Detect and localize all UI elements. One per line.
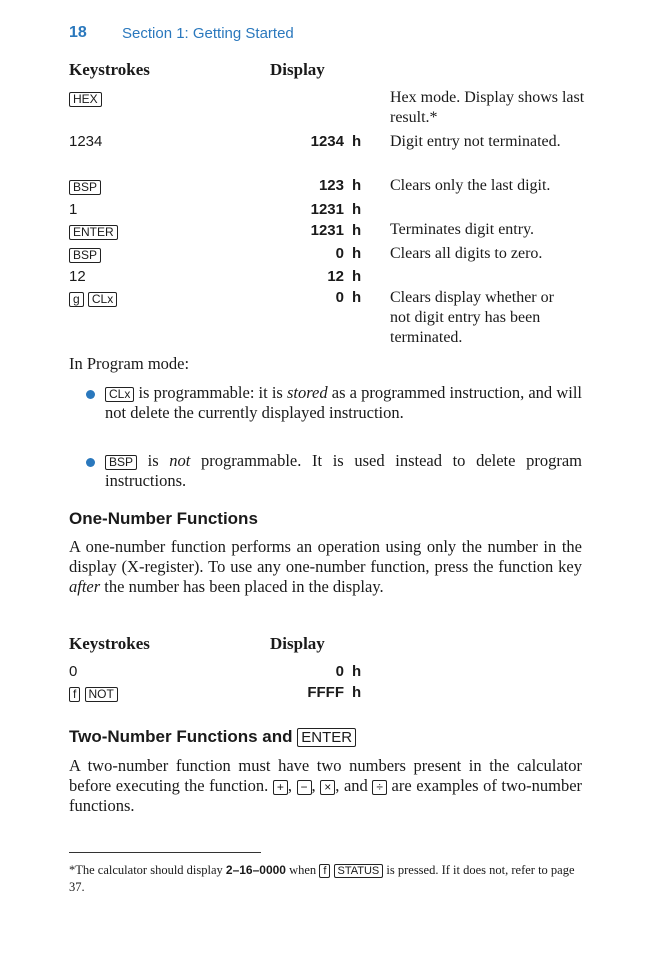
hex-suffix: h xyxy=(352,133,362,150)
page-number: 18 xyxy=(69,24,87,41)
keystrokes-heading-2: Keystrokes xyxy=(69,634,150,653)
display-value: 0 xyxy=(335,663,344,680)
row-comment: Clears only the last digit. xyxy=(390,177,551,194)
key-plus: + xyxy=(273,780,288,795)
key-minus: − xyxy=(297,780,312,795)
hex-suffix: h xyxy=(352,684,362,701)
key-bsp: BSP xyxy=(69,248,101,263)
row-comment: Hex mode. Display shows last result.* xyxy=(390,89,585,126)
key-g: g xyxy=(69,292,84,307)
key-bsp: BSP xyxy=(69,180,101,195)
keystroke-cell xyxy=(69,90,102,107)
display-value: 123 xyxy=(318,177,344,194)
bullet-text: BSP is not programmable. It is used instead to delete program instructions. xyxy=(105,451,582,490)
keystroke-cell xyxy=(69,223,118,240)
row-comment: Clears all digits to zero. xyxy=(390,245,543,262)
hex-suffix: h xyxy=(352,663,362,680)
keystroke-cell xyxy=(69,290,117,307)
bullet-text: CLx is programmable: it is stored as a programmed instruction, and will not delete the currently displayed instruction. xyxy=(105,383,582,422)
hex-suffix: h xyxy=(352,289,362,306)
display-heading-2: Display xyxy=(270,634,325,653)
key-not: NOT xyxy=(85,687,118,702)
keystroke-cell xyxy=(69,246,101,263)
display-value: 0 xyxy=(335,245,344,262)
key-divide: ÷ xyxy=(372,780,387,795)
hex-suffix: h xyxy=(352,201,362,218)
keystroke-text: 1 xyxy=(69,201,78,218)
key-f: f xyxy=(319,864,330,878)
display-value: FFFF xyxy=(307,684,344,701)
one-number-paragraph: A one-number function performs an operation using only the number in the display (X-register). To use any one-number function, press the function key after the number has been placed in the display. xyxy=(69,537,582,596)
display-value: 0 xyxy=(335,289,344,306)
footnote-divider xyxy=(69,852,261,853)
hex-suffix: h xyxy=(352,245,362,262)
program-mode-intro: In Program mode: xyxy=(69,354,190,373)
row-comment: Terminates digit entry. xyxy=(390,221,535,238)
keystroke-text: 0 xyxy=(69,663,78,680)
two-number-heading: Two-Number Functions and ENTER xyxy=(69,727,356,747)
display-value: 1234 xyxy=(310,133,344,150)
keystroke-cell xyxy=(69,685,118,702)
section-title: Section 1: Getting Started xyxy=(122,25,294,42)
display-value: 12 xyxy=(327,268,344,285)
row-comment: Clears display whether or not digit entry has been terminated. xyxy=(390,289,554,346)
display-value: 1231 xyxy=(310,222,344,239)
hex-suffix: h xyxy=(352,222,362,239)
one-number-heading: One-Number Functions xyxy=(69,509,258,528)
key-clx: CLx xyxy=(88,292,117,307)
bullet-dot xyxy=(86,390,95,399)
keystroke-text: 12 xyxy=(69,268,86,285)
two-number-paragraph: A two-number function must have two numbers present in the calculator before executing the function. + , − , × , and ÷ are examples of two-number functions. xyxy=(69,756,583,815)
hex-suffix: h xyxy=(352,177,362,194)
key-enter: ENTER xyxy=(297,728,356,747)
key-f: f xyxy=(69,687,80,702)
key-times: × xyxy=(320,780,335,795)
display-heading: Display xyxy=(270,60,325,79)
keystroke-cell xyxy=(69,178,101,195)
keystrokes-heading: Keystrokes xyxy=(69,60,150,79)
key-hex: HEX xyxy=(69,92,102,107)
row-comment: Digit entry not terminated. xyxy=(390,133,561,150)
key-bsp: BSP xyxy=(105,455,137,470)
key-clx: CLx xyxy=(105,387,134,402)
keystroke-text: 1234 xyxy=(69,133,103,150)
footnote: *The calculator should display 2–16–0000 when f STATUS is pressed. If it does not, refer to page 37. xyxy=(69,863,575,894)
key-status: STATUS xyxy=(334,864,384,878)
key-enter: ENTER xyxy=(69,225,118,240)
bullet-dot xyxy=(86,458,95,467)
display-value: 1231 xyxy=(310,201,344,218)
hex-suffix: h xyxy=(352,268,362,285)
